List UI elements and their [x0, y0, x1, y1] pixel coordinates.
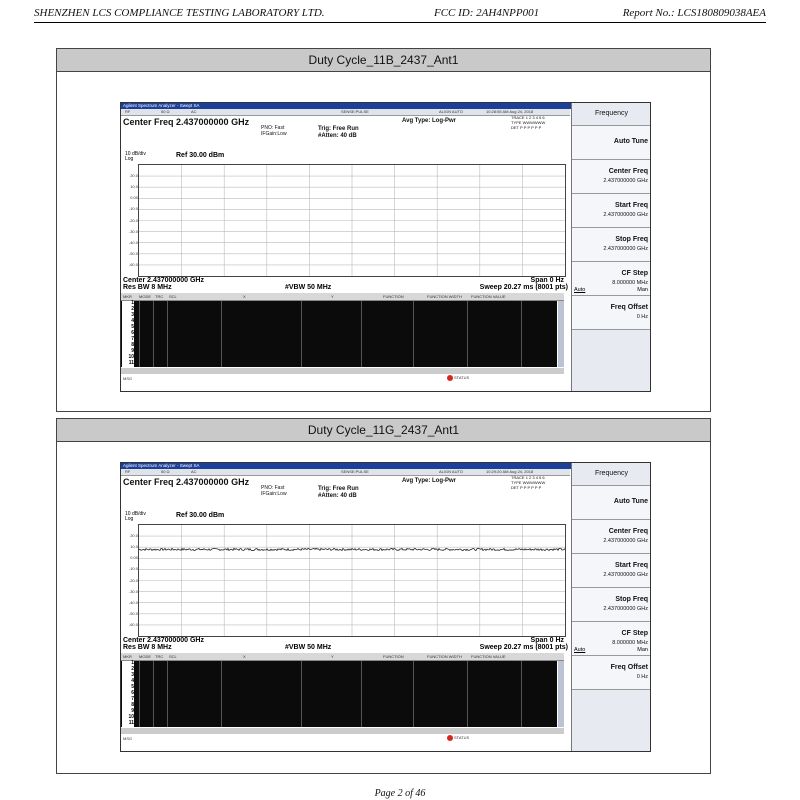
- marker-row-number: 8: [122, 343, 134, 349]
- marker-col-divider: [521, 661, 522, 727]
- marker-col-divider: [467, 301, 468, 367]
- cf-step-key-label: CF Step: [621, 270, 648, 277]
- marker-row-number: 1: [122, 661, 134, 667]
- y-tick-label: -30.0: [128, 588, 138, 594]
- horizontal-scrollbar[interactable]: [121, 728, 564, 734]
- trace-label: TRACE: [511, 475, 525, 480]
- trace-values: 1 2 3 4 5 6: [525, 475, 545, 480]
- marker-col-header: MKR: [123, 294, 132, 299]
- start-freq-key-label: Start Freq: [614, 562, 648, 569]
- msg-label: MSG: [123, 376, 133, 381]
- y-tick-label: -60.0: [128, 621, 138, 627]
- type-label: TYPE: [511, 120, 522, 125]
- center-freq-readout: Center Freq 2.437000000 GHz: [123, 477, 250, 487]
- spectrum-analyzer-2: [120, 462, 651, 752]
- auto-tune-label: Auto Tune: [613, 138, 648, 145]
- res-bw: Res BW 8 MHz: [123, 644, 172, 651]
- plot-svg: [139, 525, 565, 636]
- marker-col-divider: [413, 301, 414, 367]
- align-label: ALIGN AUTO: [439, 109, 463, 114]
- marker-col-header: Y: [331, 654, 334, 659]
- stop-freq-key-value: 2.437000000 GHz: [603, 246, 648, 252]
- marker-col-header: FUNCTION VALUE: [471, 294, 506, 299]
- status-bar: [121, 469, 570, 476]
- marker-col-header: TRC: [155, 294, 164, 299]
- marker-row-number: 9: [122, 349, 134, 355]
- marker-col-divider: [301, 301, 302, 367]
- auto-tune-key[interactable]: [572, 486, 651, 520]
- y-tick-label: 0.00: [130, 555, 138, 561]
- center-freq-key[interactable]: [572, 520, 651, 554]
- freq-offset-key[interactable]: [572, 296, 651, 330]
- marker-row-number: 7: [122, 337, 134, 343]
- type-values: WWWWWW: [522, 480, 546, 485]
- lab-name: SHENZHEN LCS COMPLIANCE TESTING LABORATORY LTD.: [34, 7, 325, 19]
- cf-step-man: Man: [637, 647, 648, 653]
- status-indicator: [447, 735, 469, 741]
- marker-row-number: 8: [122, 703, 134, 709]
- marker-col-divider: [361, 301, 362, 367]
- timestamp: 10:29:20 AM Aug 24, 2018: [486, 469, 534, 474]
- rf-label: RF: [125, 109, 131, 114]
- fcc-id: FCC ID: 2AH4NPP001: [434, 7, 540, 19]
- marker-row-number: 10: [122, 715, 134, 721]
- plot-grid: [138, 164, 566, 277]
- marker-col-divider: [139, 661, 140, 727]
- marker-row-number: 2: [122, 307, 134, 313]
- menu-title: Frequency: [572, 463, 651, 486]
- y-tick-label: -40.0: [128, 599, 138, 605]
- marker-table-header: [121, 293, 564, 301]
- analyzer-title-bar: Agilent Spectrum Analyzer - Swept SA: [121, 463, 572, 469]
- marker-col-header: X: [243, 294, 246, 299]
- y-tick-label: -40.0: [128, 239, 138, 245]
- y-tick-label: -50.0: [128, 250, 138, 256]
- if-gain-label: IFGain:Low: [261, 131, 287, 137]
- coupling-label: AC: [191, 109, 197, 114]
- trace-info: [511, 475, 545, 490]
- auto-tune-key[interactable]: [572, 126, 651, 160]
- marker-col-header: Y: [331, 294, 334, 299]
- menu-title: Frequency: [572, 103, 651, 126]
- stop-freq-key[interactable]: [572, 588, 651, 622]
- y-tick-label: 10.0: [130, 544, 138, 550]
- impedance-label: 50 Ω: [161, 109, 170, 114]
- marker-col-header: X: [243, 654, 246, 659]
- marker-col-header: SCL: [169, 294, 177, 299]
- marker-row-number: 9: [122, 709, 134, 715]
- y-tick-label: 0.00: [130, 195, 138, 201]
- center-freq-readout: Center Freq 2.437000000 GHz: [123, 117, 250, 127]
- center-bottom: Center 2.437000000 GHz: [123, 637, 204, 644]
- marker-row-number: 11: [122, 721, 134, 727]
- marker-col-divider: [221, 301, 222, 367]
- freq-offset-key-value: 0 Hz: [636, 314, 648, 320]
- marker-row-number: 1: [122, 301, 134, 307]
- atten-label: #Atten: 40 dB: [318, 133, 357, 139]
- cf-step-key-label: CF Step: [621, 630, 648, 637]
- freq-offset-key[interactable]: [572, 656, 651, 690]
- marker-col-header: FUNCTION WIDTH: [427, 294, 462, 299]
- y-tick-label: 10.0: [130, 184, 138, 190]
- marker-row-number: 2: [122, 667, 134, 673]
- cf-step-key[interactable]: [572, 262, 651, 296]
- pno-label: PNO: Fast: [261, 125, 285, 131]
- span: Span 0 Hz: [530, 637, 564, 644]
- marker-table: [121, 301, 557, 367]
- y-tick-label: -10.0: [128, 566, 138, 572]
- y-tick-label: -20.0: [128, 577, 138, 583]
- status-label: STATUS: [454, 375, 470, 381]
- start-freq-key[interactable]: [572, 554, 651, 588]
- span: Span 0 Hz: [530, 277, 564, 284]
- marker-col-header: MODE: [139, 654, 151, 659]
- det-values: P P P P P P: [520, 485, 542, 490]
- ref-level: Ref 30.00 dBm: [176, 512, 225, 519]
- stop-freq-key-label: Stop Freq: [615, 596, 648, 603]
- type-label: TYPE: [511, 480, 522, 485]
- marker-table-header: [121, 653, 564, 661]
- y-tick-label: -10.0: [128, 206, 138, 212]
- scale-label: [125, 512, 146, 522]
- status-bar: [121, 109, 570, 116]
- vbw: #VBW 50 MHz: [285, 644, 332, 651]
- y-tick-label: 20.0: [130, 173, 138, 179]
- status-label: STATUS: [454, 735, 470, 741]
- cf-step-key[interactable]: [572, 622, 651, 656]
- marker-col-divider: [153, 301, 154, 367]
- det-values: P P P P P P: [520, 125, 542, 130]
- scale-type: Log: [125, 156, 134, 162]
- timestamp: 10:28:55 AM Aug 24, 2018: [486, 109, 534, 114]
- sweep: Sweep 20.27 ms (8001 pts): [479, 644, 568, 651]
- start-freq-key-label: Start Freq: [614, 202, 648, 209]
- sweep: Sweep 20.27 ms (8001 pts): [479, 284, 568, 291]
- align-label: ALIGN AUTO: [439, 469, 463, 474]
- start-freq-key[interactable]: [572, 194, 651, 228]
- page-footer: Page 2 of 46: [374, 788, 426, 799]
- status-indicator: [447, 375, 469, 381]
- stop-freq-key-label: Stop Freq: [615, 236, 648, 243]
- res-bw: Res BW 8 MHz: [123, 284, 172, 291]
- plot-svg: [139, 165, 565, 276]
- marker-col-divider: [221, 661, 222, 727]
- rf-label: RF: [125, 469, 131, 474]
- marker-col-divider: [139, 301, 140, 367]
- plot-grid: [138, 524, 566, 637]
- marker-row-number: 3: [122, 313, 134, 319]
- softkey-menu: [571, 463, 651, 751]
- marker-col-divider: [301, 661, 302, 727]
- freq-offset-key-value: 0 Hz: [636, 674, 648, 680]
- marker-col-header: MKR: [123, 654, 132, 659]
- sense-label: SENSE:PULSE: [341, 109, 369, 114]
- marker-row-number: 4: [122, 679, 134, 685]
- trace-values: 1 2 3 4 5 6: [525, 115, 545, 120]
- y-tick-label: 20.0: [130, 533, 138, 539]
- center-freq-key-label: Center Freq: [608, 528, 648, 535]
- status-icon: [447, 375, 453, 381]
- marker-row-number: 3: [122, 673, 134, 679]
- avg-type-label: Avg Type: Log-Pwr: [402, 478, 456, 484]
- report-number: Report No.: LCS180809038AEA: [622, 7, 766, 19]
- marker-col-divider: [167, 661, 168, 727]
- center-freq-key-value: 2.437000000 GHz: [603, 178, 648, 184]
- scale-div: 10 dB/div: [125, 151, 146, 157]
- msg-label: MSG: [123, 736, 133, 741]
- scale-div: 10 dB/div: [125, 511, 146, 517]
- marker-table: [121, 661, 557, 727]
- center-freq-key[interactable]: [572, 160, 651, 194]
- marker-col-divider: [521, 301, 522, 367]
- det-label: DET: [511, 485, 519, 490]
- marker-col-header: FUNCTION VALUE: [471, 654, 506, 659]
- cf-step-key-value: 8.000000 MHz: [612, 280, 648, 286]
- freq-offset-key-label: Freq Offset: [610, 664, 648, 671]
- marker-col-divider: [361, 661, 362, 727]
- y-tick-label: -50.0: [128, 610, 138, 616]
- coupling-label: AC: [191, 469, 197, 474]
- marker-col-divider: [467, 661, 468, 727]
- marker-col-header: MODE: [139, 294, 151, 299]
- marker-col-header: TRC: [155, 654, 164, 659]
- panel-title-1: Duty Cycle_11B_2437_Ant1: [57, 49, 710, 72]
- marker-col-header: SCL: [169, 654, 177, 659]
- marker-row-number: 11: [122, 361, 134, 367]
- trace-label: TRACE: [511, 115, 525, 120]
- marker-row-number: 5: [122, 325, 134, 331]
- impedance-label: 50 Ω: [161, 469, 170, 474]
- start-freq-key-value: 2.437000000 GHz: [603, 212, 648, 218]
- pno-label: PNO: Fast: [261, 485, 285, 491]
- softkey-menu: [571, 103, 651, 391]
- spectrum-analyzer-1: [120, 102, 651, 392]
- marker-row-number: 6: [122, 691, 134, 697]
- center-freq-key-label: Center Freq: [608, 168, 648, 175]
- center-freq-key-value: 2.437000000 GHz: [603, 538, 648, 544]
- scale-label: [125, 152, 146, 162]
- marker-row-number: 4: [122, 319, 134, 325]
- analyzer-title-bar: Agilent Spectrum Analyzer - Swept SA: [121, 103, 572, 109]
- marker-row-number: 10: [122, 355, 134, 361]
- y-tick-label: -30.0: [128, 228, 138, 234]
- vbw: #VBW 50 MHz: [285, 284, 332, 291]
- sense-label: SENSE:PULSE: [341, 469, 369, 474]
- marker-row-number: 6: [122, 331, 134, 337]
- y-tick-label: -60.0: [128, 261, 138, 267]
- marker-col-divider: [167, 301, 168, 367]
- type-values: WWWWWW: [522, 120, 546, 125]
- freq-offset-key-label: Freq Offset: [610, 304, 648, 311]
- marker-col-divider: [153, 661, 154, 727]
- center-bottom: Center 2.437000000 GHz: [123, 277, 204, 284]
- auto-tune-label: Auto Tune: [613, 498, 648, 505]
- trig-label: Trig: Free Run: [318, 486, 359, 492]
- status-icon: [447, 735, 453, 741]
- marker-row-number: 5: [122, 685, 134, 691]
- stop-freq-key-value: 2.437000000 GHz: [603, 606, 648, 612]
- panel-title-2: Duty Cycle_11G_2437_Ant1: [57, 419, 710, 442]
- avg-type-label: Avg Type: Log-Pwr: [402, 118, 456, 124]
- if-gain-label: IFGain:Low: [261, 491, 287, 497]
- cf-step-auto: Auto: [574, 647, 586, 653]
- marker-scrollbar[interactable]: [558, 661, 564, 727]
- start-freq-key-value: 2.437000000 GHz: [603, 572, 648, 578]
- ref-level: Ref 30.00 dBm: [176, 152, 225, 159]
- marker-row-number: 7: [122, 697, 134, 703]
- marker-col-divider: [413, 661, 414, 727]
- marker-col-header: FUNCTION: [383, 654, 404, 659]
- trig-label: Trig: Free Run: [318, 126, 359, 132]
- marker-col-header: FUNCTION WIDTH: [427, 654, 462, 659]
- horizontal-scrollbar[interactable]: [121, 368, 564, 374]
- marker-col-header: FUNCTION: [383, 294, 404, 299]
- cf-step-man: Man: [637, 287, 648, 293]
- stop-freq-key[interactable]: [572, 228, 651, 262]
- atten-label: #Atten: 40 dB: [318, 493, 357, 499]
- trace-info: [511, 115, 545, 130]
- marker-scrollbar[interactable]: [558, 301, 564, 367]
- cf-step-auto: Auto: [574, 287, 586, 293]
- page-header: [34, 6, 766, 23]
- scale-type: Log: [125, 516, 134, 522]
- y-tick-label: -20.0: [128, 217, 138, 223]
- det-label: DET: [511, 125, 519, 130]
- cf-step-key-value: 8.000000 MHz: [612, 640, 648, 646]
